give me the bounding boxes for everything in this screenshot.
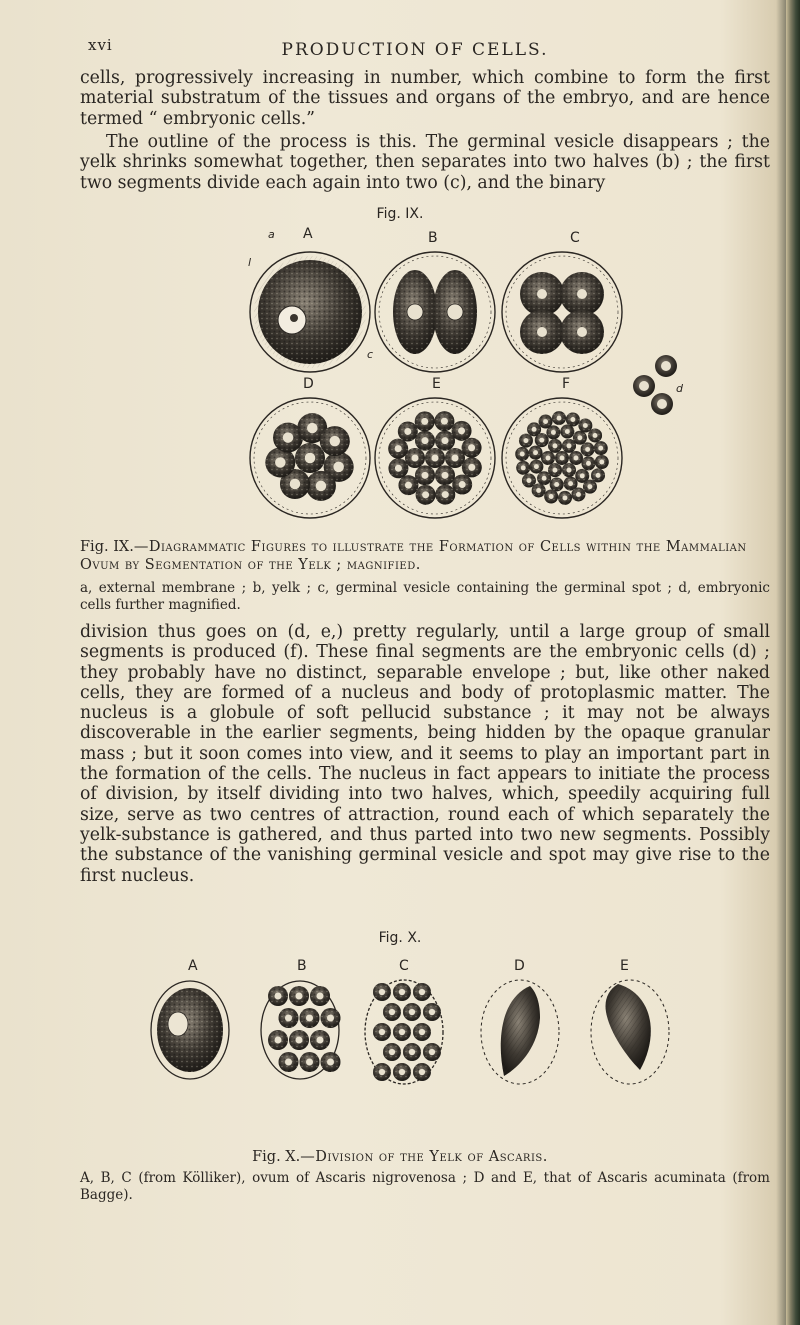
fig9-label-c-small: c: [367, 348, 374, 361]
segment: [522, 474, 536, 488]
segment: [425, 448, 445, 468]
figure-9-caption-text: —Diagrammatic Figures to illustrate the Formation of Cells within the Mammalian Ovum by Segmentation of the Yelk ; magnified.: [80, 539, 747, 573]
segment: [560, 425, 574, 439]
figure-9-caption-lead: Fig. IX.: [80, 539, 134, 555]
segment: [452, 421, 472, 441]
fig10-label-E: E: [620, 958, 629, 974]
fig9-F-mulberry-mass: [500, 396, 624, 520]
segment: [462, 457, 482, 477]
fig10-B-ovum: [258, 978, 342, 1082]
segment: [413, 1023, 431, 1041]
fig10-label-C: C: [399, 958, 409, 974]
segment: [383, 1003, 401, 1021]
fig10-A-ovum: [148, 978, 232, 1082]
segment: [541, 451, 555, 465]
fig10-D-ovum: [478, 978, 562, 1088]
paragraph-continuation: cells, progressively increasing in number, which combine to form the first material substratum of the tissues and organs of the embryo, and are hence termed “ embryonic cells.”: [80, 68, 770, 129]
fig10-label-B: B: [297, 958, 307, 974]
segment: [403, 1003, 421, 1021]
segment: [515, 447, 529, 461]
segment: [566, 412, 580, 426]
fig9-E-many-segments: [373, 396, 497, 520]
segment: [550, 477, 564, 491]
segment: [583, 480, 597, 494]
fig9-A-ovum: [248, 250, 372, 374]
fig9-D-eight-segments: [248, 396, 372, 520]
segment: [544, 490, 558, 504]
segment: [435, 465, 455, 485]
segment: [321, 1052, 341, 1072]
segment: [398, 475, 418, 495]
segment: [373, 983, 391, 1001]
segment: [462, 438, 482, 458]
segment: [529, 446, 543, 460]
segment: [310, 986, 330, 1006]
segment: [320, 426, 350, 456]
segment: [527, 422, 541, 436]
segment: [571, 487, 585, 501]
segment: [569, 451, 583, 465]
fig9-label-l-small: l: [248, 256, 252, 269]
fig9-label-a-small: a: [268, 228, 275, 241]
segment: [268, 986, 288, 1006]
segment: [558, 491, 572, 505]
running-title: PRODUCTION OF CELLS.: [281, 40, 549, 60]
figure-9-caption: [80, 538, 770, 574]
figure-10-caption-lead: Fig. X.: [252, 1149, 301, 1165]
segment: [591, 468, 605, 482]
page-number: xvi: [88, 36, 113, 54]
segment: [415, 411, 435, 431]
segment: [519, 434, 533, 448]
paragraph-outline: The outline of the process is this. The germinal vesicle disappears ; the yelk shrinks somewhat together, then separates into two halves (b) ; the first two segments divide each again into two (c), and the binary: [80, 132, 770, 193]
segment: [413, 983, 431, 1001]
segment: [279, 1008, 299, 1028]
fig10-E-ovum: [588, 978, 672, 1088]
paragraph-segmentation: division thus goes on (d, e,) pretty regularly, until a large group of small segments is produced (f). These final segments are the embryonic cells (d) ; they probably have no distinct, separable envelope ; but, like other naked cells, they are formed of a nucleus and body of protoplasmic matter. The nucleus is a globule of soft pellucid substance ; it may not be always discoverable in the earlier segments, being hidden by the opaque granular mass ; but it soon comes into view, and it seems to play an important part in the formation of the cells. The nucleus in fact appears to initiate the process of division, by itself dividing into two halves, which, speedily acquiring full size, serve as two centres of attraction, round each of which separately the yelk-substance is gathered, and thus parted into two new segments. Possibly the substance of the vanishing germinal vesicle and spot may give rise to the first nucleus.: [80, 622, 770, 886]
segment: [452, 475, 472, 495]
segment: [581, 456, 595, 470]
segment: [289, 1030, 309, 1050]
figure-9-legend: a, external membrane ; b, yelk ; c, germinal vesicle containing the germinal spot ; d, embryonic cells further magnified.: [80, 580, 770, 613]
segment: [434, 411, 454, 431]
segment: [595, 455, 609, 469]
page-header: [70, 36, 760, 60]
segment: [295, 443, 325, 473]
fig9-d-embryonic-cells: [630, 352, 680, 422]
segment: [289, 986, 309, 1006]
segment: [279, 1052, 299, 1072]
segment: [423, 1043, 441, 1061]
segment: [423, 1003, 441, 1021]
segment: [445, 448, 465, 468]
fig9-label-D: D: [303, 376, 314, 392]
segment: [435, 485, 455, 505]
segment: [393, 983, 411, 1001]
book-binding-edge: [786, 0, 800, 1325]
fig10-label-D: D: [514, 958, 525, 974]
segment: [539, 415, 553, 429]
segment: [373, 1023, 391, 1041]
segment: [529, 460, 543, 474]
fig9-label-F: F: [562, 376, 571, 392]
segment: [321, 1008, 341, 1028]
fig9-label-C: C: [570, 230, 580, 246]
segment: [416, 485, 436, 505]
segment: [594, 441, 608, 455]
segment: [573, 431, 587, 445]
segment: [413, 1063, 431, 1081]
fig9-C-four-segments: [500, 250, 624, 374]
segment: [300, 1052, 320, 1072]
figure-10-caption-text: —Division of the Yelk of Ascaris.: [300, 1149, 548, 1165]
segment: [383, 1043, 401, 1061]
figure-10-legend: A, B, C (from Kölliker), ovum of Ascaris nigrovenosa ; D and E, that of Ascaris acuminata (from Bagge).: [80, 1170, 770, 1203]
segment: [588, 428, 602, 442]
fig9-label-B: B: [428, 230, 438, 246]
segment: [537, 471, 551, 485]
segment: [310, 1030, 330, 1050]
segment: [393, 1023, 411, 1041]
segment: [405, 448, 425, 468]
segment: [388, 458, 408, 478]
segment: [403, 1043, 421, 1061]
segment: [552, 411, 566, 425]
segment: [562, 463, 576, 477]
figure-10-caption: [0, 1148, 800, 1166]
fig10-label-A: A: [188, 958, 198, 974]
segment: [373, 1063, 391, 1081]
segment: [555, 451, 569, 465]
segment: [393, 1063, 411, 1081]
figure-10-title: Fig. X.: [378, 930, 422, 946]
segment: [516, 461, 530, 475]
segment: [581, 442, 595, 456]
fig9-label-E: E: [432, 376, 441, 392]
fig9-label-d-small: d: [676, 382, 683, 395]
fig9-label-A: A: [303, 226, 313, 242]
fig9-B-two-segments: [373, 250, 497, 374]
fig10-C-ovum: [362, 978, 446, 1088]
segment: [548, 439, 562, 453]
segment: [300, 1008, 320, 1028]
figure-9-title: Fig. IX.: [376, 206, 424, 222]
segment: [388, 439, 408, 459]
segment: [415, 431, 435, 451]
segment: [306, 471, 336, 501]
segment: [398, 421, 418, 441]
segment: [268, 1030, 288, 1050]
